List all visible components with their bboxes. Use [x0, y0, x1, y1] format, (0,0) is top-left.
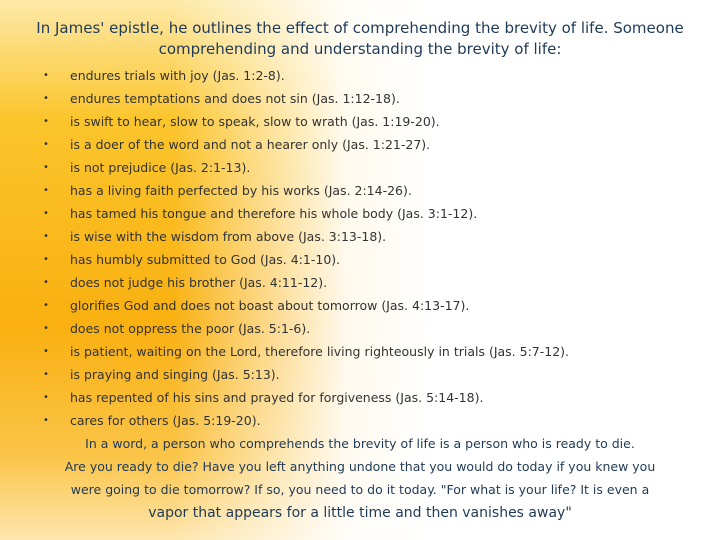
- bullet-text: endures trials with joy (Jas. 1:2-8).: [70, 68, 285, 83]
- bullet-text: endures temptations and does not sin (Jas. 1:12-18).: [70, 91, 400, 106]
- bullet-dot: •: [43, 415, 49, 426]
- bullet-dot: •: [43, 323, 49, 334]
- closing-line-1: In a word, a person who comprehends the brevity of life is a person who is ready to die.: [85, 436, 635, 451]
- bullet-item: [40, 294, 569, 317]
- bullet-text: is a doer of the word and not a hearer only (Jas. 1:21-27).: [70, 137, 431, 152]
- bullet-text: has a living faith perfected by his works (Jas. 2:14-26).: [70, 183, 412, 198]
- bullet-text: is wise with the wisdom from above (Jas. 3:13-18).: [70, 229, 387, 244]
- slide-header: [10, 18, 710, 60]
- bullet-dot: •: [43, 185, 49, 196]
- closing-line-2: Are you ready to die? Have you left anything undone that you would do today if you knew you: [64, 459, 656, 474]
- closing-paragraph: [20, 432, 700, 525]
- bullet-text: has humbly submitted to God (Jas. 4:1-10).: [70, 252, 341, 267]
- bullet-item: [40, 202, 569, 225]
- bullet-list: [40, 64, 569, 432]
- bullet-text: is patient, waiting on the Lord, therefore living righteously in trials (Jas. 5:7-12).: [70, 344, 570, 359]
- bullet-dot: •: [43, 392, 49, 403]
- bullet-text: glorifies God and does not boast about tomorrow (Jas. 4:13-17).: [70, 298, 470, 313]
- bullet-text: has tamed his tongue and therefore his whole body (Jas. 3:1-12).: [70, 206, 478, 221]
- bullet-dot: •: [43, 139, 49, 150]
- bullet-item: [40, 271, 569, 294]
- bullet-item: [40, 133, 569, 156]
- bullet-item: [40, 156, 569, 179]
- bullet-text: cares for others (Jas. 5:19-20).: [70, 413, 261, 428]
- bullet-text: is swift to hear, slow to speak, slow to wrath (Jas. 1:19-20).: [70, 114, 440, 129]
- closing-line-3: were going to die tomorrow? If so, you need to do it today. "For what is your life? It is even a: [70, 482, 650, 497]
- bullet-text: is not prejudice (Jas. 2:1-13).: [70, 160, 251, 175]
- header-line-2: comprehending and understanding the brevity of life:: [158, 40, 562, 58]
- bullet-text: does not oppress the poor (Jas. 5:1-6).: [70, 321, 311, 336]
- bullet-item: [40, 64, 569, 87]
- closing-line-4: vapor that appears for a little time and then vanishes away": [148, 505, 572, 521]
- bullet-item: [40, 248, 569, 271]
- bullet-text: is praying and singing (Jas. 5:13).: [70, 367, 280, 382]
- bullet-dot: •: [43, 70, 49, 81]
- bullet-dot: •: [43, 254, 49, 265]
- bullet-item: [40, 110, 569, 133]
- bullet-dot: •: [43, 300, 49, 311]
- bullet-item: [40, 179, 569, 202]
- bullet-item: [40, 409, 569, 432]
- bullet-dot: •: [43, 208, 49, 219]
- bullet-item: [40, 363, 569, 386]
- bullet-item: [40, 317, 569, 340]
- bullet-item: [40, 87, 569, 110]
- bullet-text: does not judge his brother (Jas. 4:11-12).: [70, 275, 328, 290]
- bullet-dot: •: [43, 116, 49, 127]
- header-line-1: In James' epistle, he outlines the effect of comprehending the brevity of life. Someone: [36, 19, 684, 37]
- bullet-dot: •: [43, 231, 49, 242]
- bullet-dot: •: [43, 277, 49, 288]
- bullet-item: [40, 386, 569, 409]
- bullet-item: [40, 225, 569, 248]
- bullet-dot: •: [43, 369, 49, 380]
- bullet-dot: •: [43, 162, 49, 173]
- bullet-dot: •: [43, 346, 49, 357]
- bullet-dot: •: [43, 93, 49, 104]
- bullet-item: [40, 340, 569, 363]
- bullet-text: has repented of his sins and prayed for forgiveness (Jas. 5:14-18).: [70, 390, 484, 405]
